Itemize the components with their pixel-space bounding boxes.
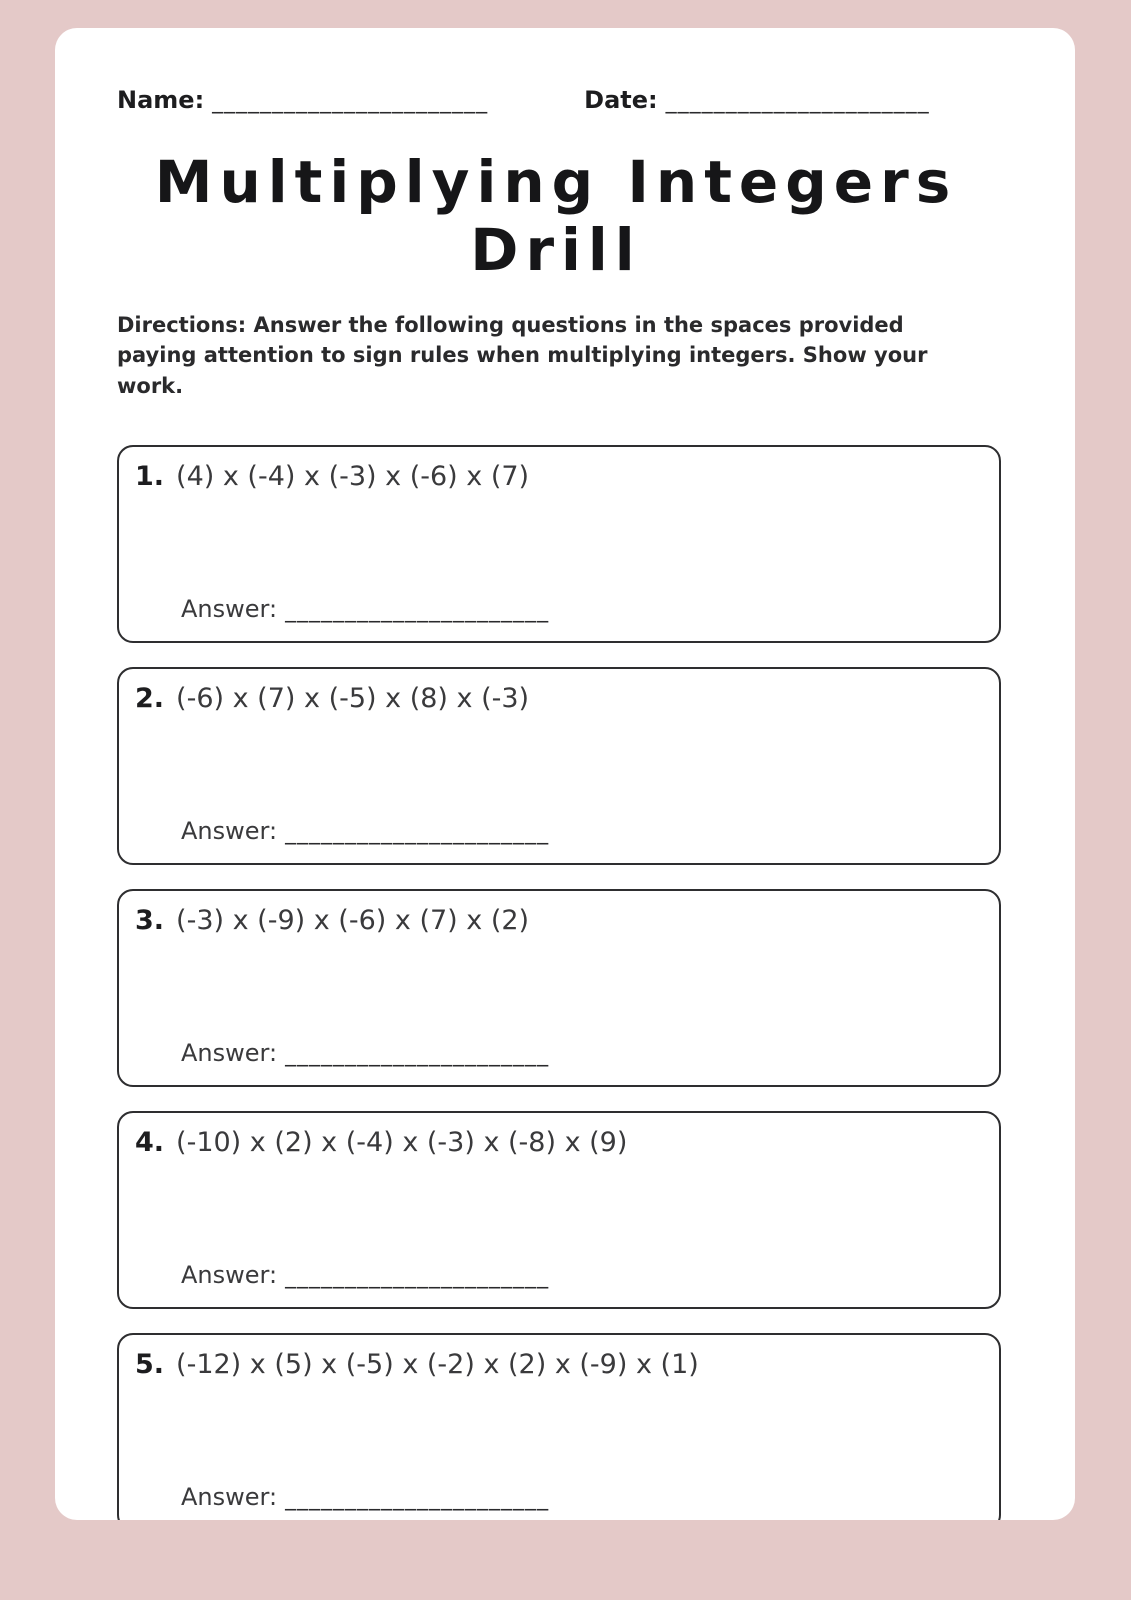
question-number: 5. [135, 1349, 165, 1381]
question-line [135, 683, 979, 714]
question-number: 4. [135, 1127, 165, 1159]
date-label: Date: [584, 86, 658, 114]
answer-blank-line: ______________________ [285, 820, 550, 846]
question-box-1 [117, 445, 1001, 643]
answer-row [181, 1261, 979, 1289]
answer-label: Answer: [181, 1039, 278, 1068]
header-row [117, 86, 995, 114]
question-expression: (-3) x (-9) x (-6) x (7) x (2) [176, 905, 530, 937]
answer-blank-line: ______________________ [285, 1042, 550, 1068]
answer-row [181, 595, 979, 623]
page-title: Multiplying Integers Drill [154, 148, 958, 284]
answer-blank-line: ______________________ [285, 1486, 550, 1512]
question-line [135, 1127, 979, 1158]
date-field [584, 86, 929, 114]
question-number: 2. [135, 683, 165, 715]
answer-label: Answer: [181, 1483, 278, 1512]
answer-label: Answer: [181, 1261, 278, 1290]
answer-blank-line: ______________________ [285, 598, 550, 624]
date-blank-line: ______________________ [665, 89, 930, 114]
question-line [135, 461, 979, 492]
answer-row [181, 1483, 979, 1511]
answer-row [181, 817, 979, 845]
question-box-3 [117, 889, 1001, 1087]
answer-blank-line: ______________________ [285, 1264, 550, 1290]
answer-label: Answer: [181, 817, 278, 846]
question-expression: (4) x (-4) x (-3) x (-6) x (7) [176, 461, 530, 493]
question-expression: (-6) x (7) x (-5) x (8) x (-3) [176, 683, 530, 715]
worksheet-page [55, 28, 1075, 1520]
answer-label: Answer: [181, 595, 278, 624]
question-line [135, 1349, 979, 1380]
question-box-2 [117, 667, 1001, 865]
question-number: 3. [135, 905, 165, 937]
name-blank-line: _______________________ [212, 89, 489, 114]
question-expression: (-10) x (2) x (-4) x (-3) x (-8) x (9) [176, 1127, 628, 1159]
question-line [135, 905, 979, 936]
question-expression: (-12) x (5) x (-5) x (-2) x (2) x (-9) x (1) [176, 1349, 699, 1381]
question-box-4 [117, 1111, 1001, 1309]
name-field [117, 86, 488, 114]
question-number: 1. [135, 461, 165, 493]
directions-text: Directions: Answer the following questions in the spaces provided paying attention to sign rules when multiplying integers. Show your work. [117, 313, 928, 398]
name-label: Name: [117, 86, 205, 114]
question-box-5 [117, 1333, 1001, 1520]
answer-row [181, 1039, 979, 1067]
